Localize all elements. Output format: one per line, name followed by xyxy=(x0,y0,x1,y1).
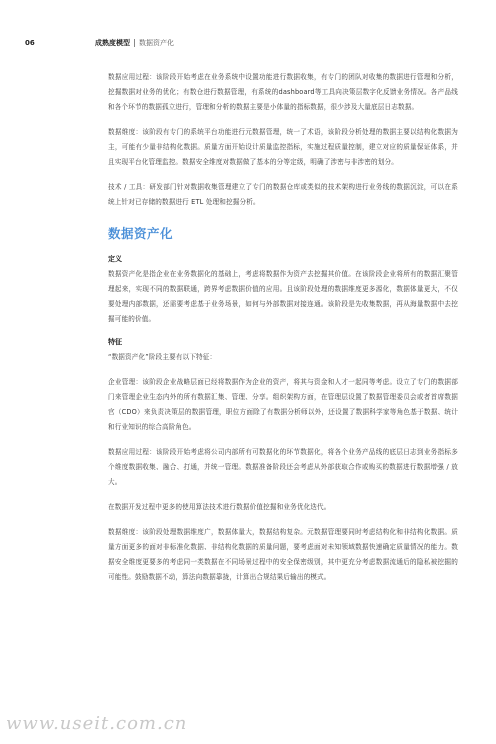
page-content xyxy=(108,70,458,595)
features-intro: “数据资产化”阶段主要有以下特征： xyxy=(108,353,217,361)
intro-paragraph-1: 数据应用过程：该阶段开始考虑在业务系统中设置功能进行数据收集，有专门的团队对收集的数据进行管理和分析，挖掘数据对业务的优化；有数仓进行数据管理，有系统的dashboard等工具向决策层数字化反馈业务情况。各产品线和各个环节的数据孤立进行，管理和分析的数据主要是小体量的指标数据，很少涉及大量底层日志数据。 xyxy=(108,73,458,111)
feature-paragraph-1: 企业管理：该阶段企业战略层面已经将数据作为企业的资产，将其与资金和人才一起同等考虑。设立了专门的数据部门来管理企业生态内外的所有数据汇集、管理、分享。组织架构方面，在管理层设置了数据管理委员会或者首席数据官（CDO）来负责决策层的数据管理，职位方面除了有数据分析师以外，还设置了数据科学家等角色基于数据、统计和行业知识的综合高阶角色。 xyxy=(108,378,458,431)
feature-paragraph-2: 数据应用过程：该阶段开始考虑将公司内部所有可数据化的环节数据化，将各个业务产品线的底层日志到业务指标多个维度数据收集、融合、打通，并统一管理。数据准备阶段还会考虑从外部获取合作或购买的数据进行数据增强 / 放大。 xyxy=(108,448,458,486)
intro-paragraph-3: 技术 / 工具：研发部门针对数据收集管理建立了专门的数据仓库或类似的技术架构进行业务线的数据沉淀，可以在系统上针对已存储的数据进行 ETL 处理和挖掘分析。 xyxy=(108,183,458,206)
feature-paragraph-4: 数据维度：该阶段处理数据维度广，数据体量大，数据结构复杂。元数据管理要同时考虑结构化和非结构化数据。质量方面更多的面对非标准化数据、非结构化数据的质量问题，要考虑面对未知领域数据快速确定质量情况的能力。数据安全维度更要多的考虑同一类数据在不同场景过程中的安全保密级别，其中更充分考虑数据流通后的隐私被挖掘的可能性。鼓励数据不动，算法向数据靠拢，计算出合规结果后输出的模式。 xyxy=(108,528,458,581)
features-heading: 特征 xyxy=(108,338,122,346)
breadcrumb-divider xyxy=(134,39,135,47)
page-number: 06 xyxy=(25,39,35,47)
page-header xyxy=(25,36,174,50)
intro-paragraph-2: 数据维度：该阶段有专门的系统平台功能进行元数据管理，统一了术语，该阶段分析处理的数据主要以结构化数据为主，可能有少量非结构化数据。质量方面开始设计质量监控指标，实施过程质量控制，建立对应的质量保证体系，并且实现平台化管理监控。数据安全维度对数据做了基本的分等定级，明确了涉密与非涉密的划分。 xyxy=(108,128,458,166)
definition-paragraph: 数据资产化是指企业在业务数据化的基础上，考虑将数据作为资产去挖掘其价值。在该阶段企业将所有的数据汇聚管理起来，实现不同的数据联通，跨界考虑数据价值的应用。且该阶段处理的数据维度更多源化，数据体量更大，不仅要处理内部数据，还需要考虑基于业务场景，如何与外部数据对接连通。该阶段是先收集数据，再从海量数据中去挖掘可能的价值。 xyxy=(108,270,458,323)
breadcrumb-main: 成熟度模型 xyxy=(95,39,130,47)
feature-paragraph-3: 在数据开发过程中更多的使用算法技术进行数据价值挖掘和业务优化迭代。 xyxy=(108,503,331,511)
breadcrumb-sub: 数据资产化 xyxy=(139,39,174,47)
section-title: 数据资产化 xyxy=(108,226,174,241)
watermark: www.useit.com.cn xyxy=(6,713,188,734)
definition-heading: 定义 xyxy=(108,255,122,263)
